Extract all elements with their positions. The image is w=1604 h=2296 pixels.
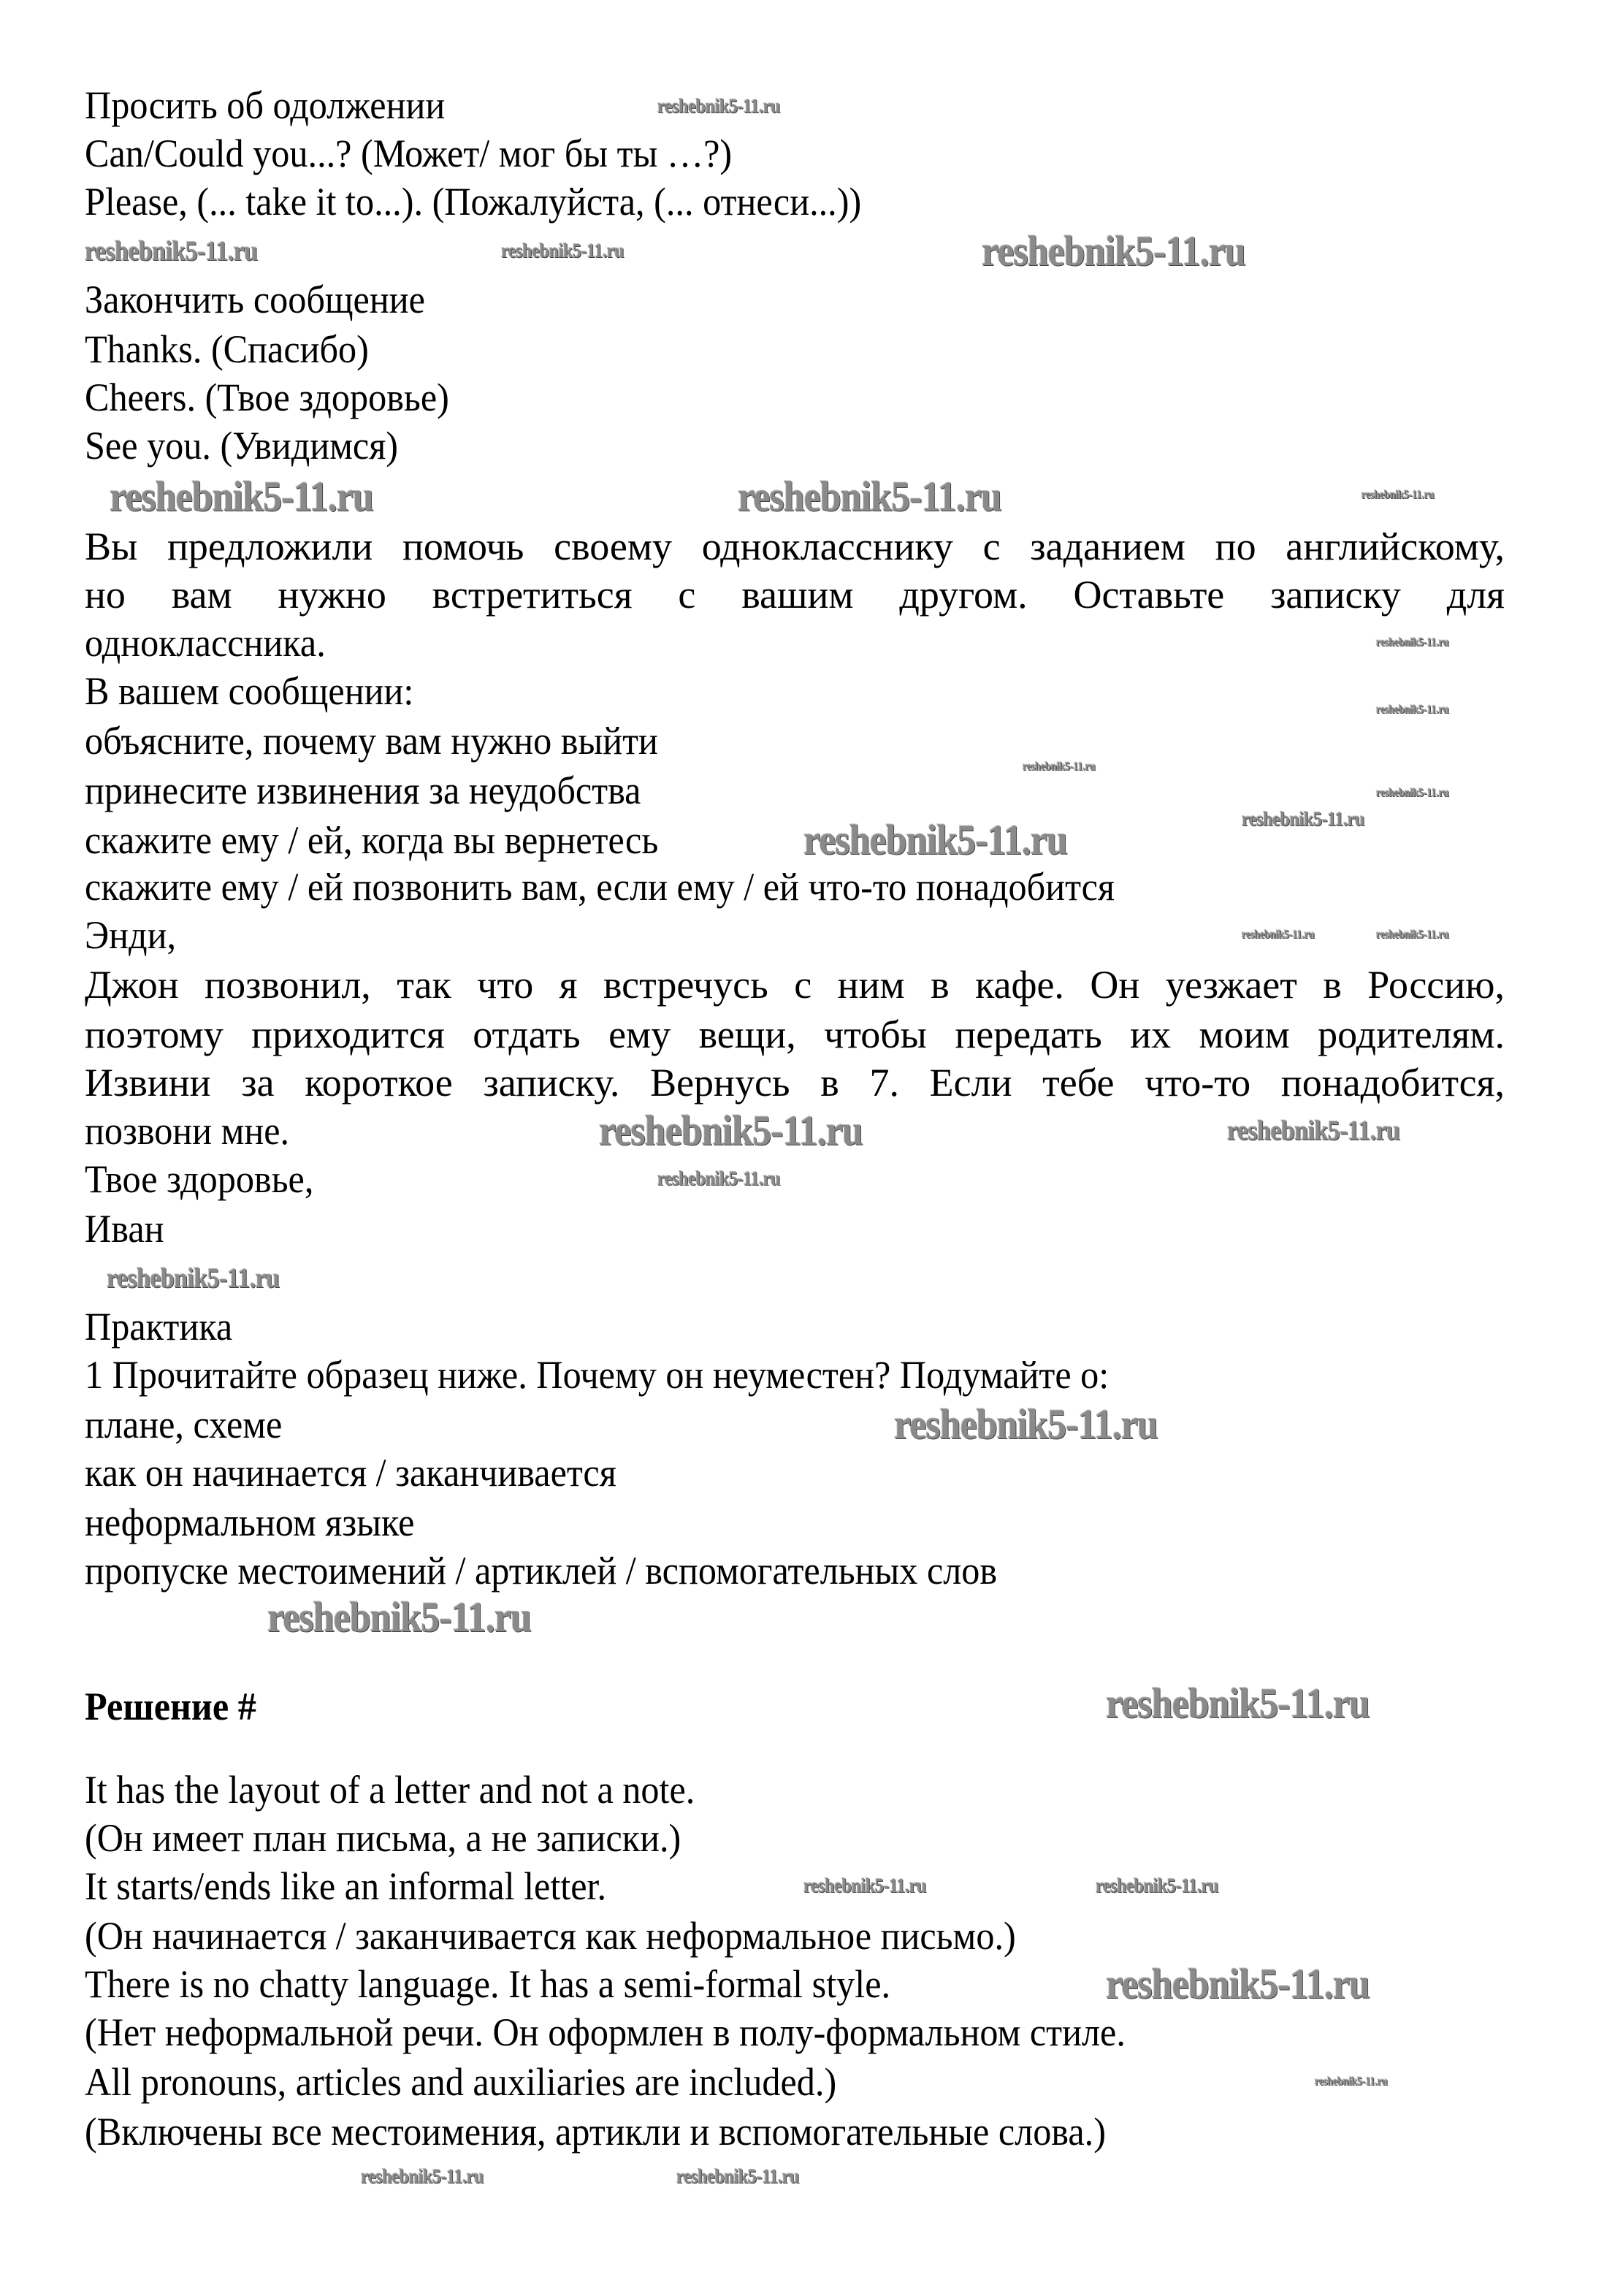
text-line: Закончить сообщение <box>85 278 425 321</box>
text-line: принесите извинения за неудобства <box>85 768 641 812</box>
text-line: 1 Прочитайте образец ниже. Почему он неуместен? Подумайте о: <box>85 1353 1110 1397</box>
watermark: reshebnik5-11.ru <box>1362 489 1435 501</box>
text-line: плане, схеме <box>85 1403 283 1446</box>
watermark: reshebnik5-11.ru <box>1376 703 1449 716</box>
watermark: reshebnik5-11.ru <box>501 240 624 262</box>
watermark: reshebnik5-11.ru <box>803 1874 926 1896</box>
text-line: пропуске местоимений / артиклей / вспомогательных слов <box>85 1549 998 1593</box>
text-line: как он начинается / заканчивается <box>85 1451 616 1495</box>
text-line: Иван <box>85 1207 164 1251</box>
text-line: Практика <box>85 1305 233 1349</box>
watermark: reshebnik5-11.ru <box>1376 787 1449 799</box>
watermark: reshebnik5-11.ru <box>1227 1115 1400 1146</box>
text-line: одноклассника. <box>85 621 326 665</box>
text-line: Please, (... take it to...). (Пожалуйста, (... отнеси...)) <box>85 180 862 224</box>
watermark: reshebnik5-11.ru <box>85 236 258 267</box>
watermark: reshebnik5-11.ru <box>267 1593 531 1641</box>
text-line: объясните, почему вам нужно выйти <box>85 719 658 763</box>
text-line: All pronouns, articles and auxiliaries are included.) <box>85 2060 837 2104</box>
watermark: reshebnik5-11.ru <box>361 2165 484 2187</box>
text-line: (Включены все местоимения, артикли и вспомогательные слова.) <box>85 2110 1106 2154</box>
watermark: reshebnik5-11.ru <box>982 227 1245 275</box>
watermark: reshebnik5-11.ru <box>657 1167 780 1189</box>
text-line: Просить об одолжении <box>85 83 446 127</box>
watermark: reshebnik5-11.ru <box>107 1263 280 1294</box>
text-line: Энди, <box>85 913 177 957</box>
watermark: reshebnik5-11.ru <box>1315 2075 1388 2088</box>
watermark: reshebnik5-11.ru <box>657 95 780 117</box>
text-line: Извини за короткое записку. Вернусь в 7. Если тебе что-то понадобится, <box>85 1061 1505 1105</box>
text-line: скажите ему / ей позвонить вам, если ему / ей что-то понадобится <box>85 865 1115 909</box>
watermark: reshebnik5-11.ru <box>1242 808 1364 830</box>
text-line: но вам нужно встретиться с вашим другом. Оставьте записку для <box>85 573 1505 617</box>
text-line: Thanks. (Спасибо) <box>85 327 369 371</box>
text-line: скажите ему / ей, когда вы вернетесь <box>85 818 659 862</box>
watermark: reshebnik5-11.ru <box>1106 1679 1370 1727</box>
text-line: Can/Could you...? (Может/ мог бы ты …?) <box>85 131 733 175</box>
section-heading: Решение # <box>85 1685 256 1728</box>
text-line: неформальном языке <box>85 1500 415 1544</box>
watermark: reshebnik5-11.ru <box>1376 636 1449 649</box>
text-line: Джон позвонил, так что я встречусь с ним в кафе. Он уезжает в Россию, <box>85 963 1505 1007</box>
text-line: (Он имеет план письма, а не записки.) <box>85 1816 681 1860</box>
watermark: reshebnik5-11.ru <box>1023 760 1096 773</box>
text-line: It starts/ends like an informal letter. <box>85 1864 607 1908</box>
text-line: Вы предложили помочь своему однокласснику с заданием по английскому, <box>85 525 1505 568</box>
text-line: Cheers. (Твое здоровье) <box>85 375 449 419</box>
text-line: В вашем сообщении: <box>85 669 414 713</box>
text-line: It has the layout of a letter and not a note. <box>85 1768 695 1812</box>
text-line: There is no chatty language. It has a semi-formal style. <box>85 1962 891 2006</box>
text-line: See you. (Увидимся) <box>85 424 399 468</box>
text-line: (Нет неформальной речи. Он оформлен в полу-формальном стиле. <box>85 2010 1126 2054</box>
watermark: reshebnik5-11.ru <box>110 473 373 520</box>
watermark: reshebnik5-11.ru <box>738 473 1001 520</box>
text-line: поэтому приходится отдать ему вещи, чтобы передать их моим родителям. <box>85 1012 1505 1056</box>
text-line: позвони мне. <box>85 1109 290 1153</box>
watermark: reshebnik5-11.ru <box>803 816 1067 863</box>
watermark: reshebnik5-11.ru <box>599 1107 863 1154</box>
watermark: reshebnik5-11.ru <box>894 1400 1158 1448</box>
text-line: (Он начинается / заканчивается как неформальное письмо.) <box>85 1914 1016 1958</box>
watermark: reshebnik5-11.ru <box>1242 928 1315 941</box>
watermark: reshebnik5-11.ru <box>1096 1874 1218 1896</box>
text-line: Твое здоровье, <box>85 1157 314 1201</box>
watermark: reshebnik5-11.ru <box>676 2165 799 2187</box>
watermark: reshebnik5-11.ru <box>1106 1960 1370 2007</box>
watermark: reshebnik5-11.ru <box>1376 928 1449 941</box>
